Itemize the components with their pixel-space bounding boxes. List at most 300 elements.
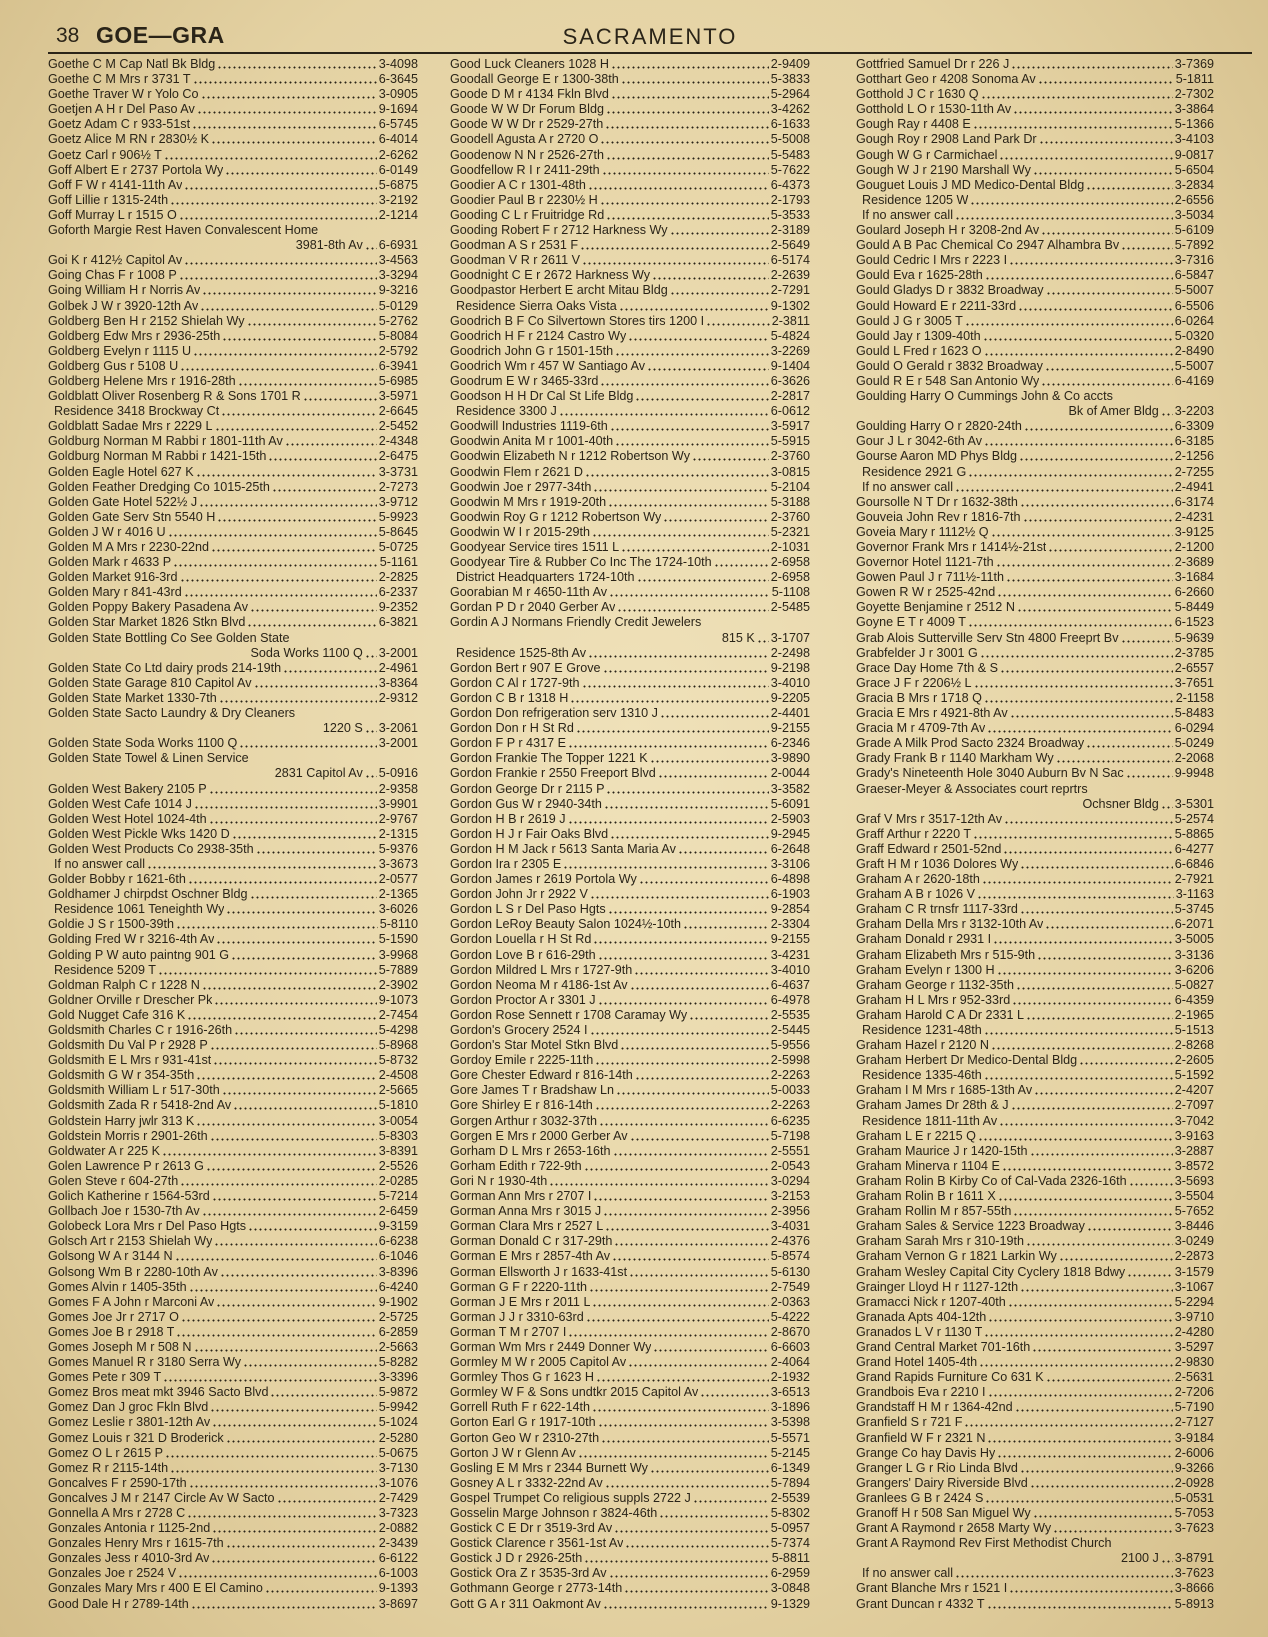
listing-name: Soda Works 1100 Q: [250, 645, 363, 660]
listing-phone: 3-8364: [378, 675, 418, 690]
listing-name: Goyne E T r 4009 T: [856, 615, 966, 630]
listing-phone: 3-8791: [1174, 1551, 1214, 1566]
listing-phone: 2-0928: [1174, 1475, 1214, 1490]
listing-name: Goorabian M r 4650-11th Av: [450, 585, 608, 600]
listing-name: Gorman J J r 3310-63rd: [450, 1309, 584, 1324]
listing-phone: 2-1200: [1174, 540, 1214, 554]
listing-phone: 5-7190: [1174, 1400, 1214, 1415]
listing-name: Golden Mark r 4633 P: [48, 555, 172, 570]
listing-phone: 2-2605: [1174, 1053, 1214, 1068]
listing-entry: [450, 268, 810, 283]
listing-phone: 3-2834: [1174, 177, 1214, 192]
dot-leader: [604, 797, 769, 812]
listing-name: Golbek J W r 3920-12th Av: [48, 298, 199, 313]
dot-leader: [365, 646, 377, 661]
listing-phone: 2-7255: [1174, 464, 1214, 479]
dot-leader: [187, 1008, 377, 1023]
listing-entry: [48, 1506, 418, 1521]
listing-entry: [450, 1023, 810, 1038]
listing-entry: [48, 344, 418, 359]
listing-phone: 5-7894: [770, 1475, 810, 1490]
listing-entry: [450, 480, 810, 495]
listing-entry: [48, 434, 418, 449]
dot-leader: [1013, 102, 1173, 117]
listing-entry: [450, 1431, 810, 1446]
dot-leader: [1019, 449, 1173, 464]
listing-phone: 2-1793: [770, 192, 810, 207]
listing-phone: 5-0249: [1174, 736, 1214, 751]
listing-entry: [48, 691, 418, 706]
listing-entry: [48, 902, 418, 917]
listing-phone: 5-0033: [770, 1083, 810, 1098]
listing-name: Goodman V R r 2611 V: [450, 253, 580, 268]
listing-entry: [48, 1174, 418, 1189]
listing-phone: 5-9376: [378, 841, 418, 856]
listing-name: Graham Della Mrs r 3132-10th Av: [856, 917, 1044, 932]
dot-leader: [209, 812, 377, 827]
listing-entry: [450, 1234, 810, 1249]
dot-leader: [606, 148, 769, 163]
listing-entry: [856, 1174, 1214, 1189]
listing-entry: [450, 193, 810, 208]
listing-entry: [450, 132, 810, 147]
listing-phone: 2-0882: [378, 1521, 418, 1536]
dot-leader: [212, 1521, 377, 1536]
listing-name: Gordon H M Jack r 5613 Santa Maria Av: [450, 841, 676, 856]
dot-leader: [197, 102, 377, 117]
listing-entry: [450, 782, 810, 797]
page-number: 38: [56, 24, 80, 47]
listing-entry: [450, 827, 810, 842]
listing-name: If no answer call: [862, 479, 953, 494]
listing-phone: 6-0612: [770, 404, 810, 419]
listing-phone: 3-0054: [378, 1113, 418, 1128]
listing-entry: [856, 600, 1214, 615]
listing-phone: 6-4169: [1174, 373, 1214, 388]
listing-entry: [48, 1340, 418, 1355]
listing-name: Golden West Products Co 2938-35th: [48, 841, 254, 856]
listing-entry: [48, 540, 418, 555]
listing-entry: [450, 1174, 810, 1189]
listing-phone: 3-2153: [770, 1189, 810, 1204]
listing-phone: 3-1707: [770, 630, 810, 645]
listing-name: Goldberg Gus r 5108 U: [48, 358, 179, 373]
dot-leader: [365, 766, 377, 781]
dot-leader: [609, 585, 770, 600]
dot-leader: [637, 570, 769, 585]
listing-entry: [48, 1008, 418, 1023]
listing-name: Gough W J r 2190 Marshall Wy: [856, 162, 1031, 177]
listing-name: Gould J G r 3005 T: [856, 313, 963, 328]
listing-entry: [856, 706, 1214, 721]
listing-phone: 5-8968: [378, 1038, 418, 1053]
listing-phone: 9-2198: [770, 660, 810, 675]
listing-name: Gottfried Samuel Dr r 226 J: [856, 57, 1010, 71]
listing-entry: [450, 887, 810, 902]
listing-phone: 2-9830: [1174, 1355, 1214, 1370]
listing-name: Goldberg Helene Mrs r 1916-28th: [48, 373, 236, 388]
listing-name: Grainger Lloyd H r 1127-12th: [856, 1279, 1019, 1294]
dot-leader: [582, 676, 769, 691]
listing-name: Gosselin Marge Johnson r 3824-46th: [450, 1506, 658, 1520]
dot-leader: [1034, 1083, 1173, 1098]
listing-entry: [450, 163, 810, 178]
dot-leader: [670, 223, 769, 238]
listing-name: If no answer call: [54, 856, 145, 871]
listing-phone: 5-5483: [770, 147, 810, 162]
listing-entry: [450, 1189, 810, 1204]
listing-phone: 3-1076: [378, 1475, 418, 1490]
dot-leader: [634, 963, 769, 978]
listing-phone: 5-7622: [770, 162, 810, 177]
dot-leader: [1079, 1053, 1173, 1068]
dot-leader: [1023, 510, 1173, 525]
listing-phone: 5-6875: [378, 177, 418, 192]
listing-phone: 5-9872: [378, 1385, 418, 1400]
dot-leader: [1026, 1234, 1173, 1249]
dot-leader: [238, 374, 377, 389]
listing-entry: [450, 917, 810, 932]
dot-leader: [1048, 540, 1172, 555]
listing-entry: [450, 465, 810, 480]
listing-entry: [450, 857, 810, 872]
listing-name: Goldhamer J chirpdst Oschner Bldg: [48, 887, 248, 902]
name-range: GOE—GRA: [96, 22, 225, 48]
dot-leader: [210, 1038, 377, 1053]
listing-phone: 9-1404: [770, 358, 810, 373]
listing-phone: 9-3266: [1174, 1460, 1214, 1475]
dot-leader: [184, 178, 376, 193]
listing-phone: 2-5445: [770, 1023, 810, 1037]
listing-name: Goldsmith Du Val P r 2928 P: [48, 1038, 208, 1053]
dot-leader: [650, 751, 769, 766]
listing-entry: [48, 646, 418, 661]
listing-name: Graft H M r 1036 Dolores Wy: [856, 856, 1019, 871]
listing-name: Gould Gladys D r 3832 Broadway: [856, 283, 1044, 298]
dot-leader: [1020, 1280, 1173, 1295]
listing-name: Goodnight C E r 2672 Harkness Wy: [450, 268, 651, 283]
listing-phone: 3-4103: [1174, 132, 1214, 147]
dot-leader: [176, 917, 378, 932]
listing-name: Gould Jay r 1309-40th: [856, 328, 981, 343]
listing-phone: 2-6958: [770, 570, 810, 585]
dot-leader: [199, 495, 377, 510]
listing-entry: [450, 842, 810, 857]
listing-name: Goldburg Norman M Rabbi r 1801-11th Av: [48, 434, 283, 449]
listing-name: Residence 3418 Brockway Ct: [54, 404, 220, 419]
dot-leader: [601, 1431, 769, 1446]
listing-phone: 9-2155: [770, 721, 810, 736]
listing-phone: 5-9639: [1174, 630, 1214, 645]
listing-entry: [856, 721, 1214, 736]
listing-name: Gomez R r 2115-14th: [48, 1460, 169, 1475]
listing-phone: 3-9125: [1174, 524, 1214, 539]
listing-name: Graham Donald r 2931 I: [856, 932, 992, 947]
listing-entry: [856, 1053, 1214, 1068]
listing-phone: 5-3188: [770, 494, 810, 509]
listing-name: Gorman Anna Mrs r 3015 J: [450, 1204, 602, 1219]
listing-phone: 2-4941: [1174, 479, 1214, 494]
listing-entry: [856, 72, 1214, 87]
listing-name: Goff Albert E r 2737 Portola Wy: [48, 162, 224, 177]
dot-leader: [559, 404, 769, 419]
listing-entry: [450, 706, 810, 721]
listing-entry: [48, 404, 418, 419]
listing-entry: [450, 434, 810, 449]
listing-entry: [48, 495, 418, 510]
listing-phone: 2-8268: [1174, 1038, 1214, 1053]
listing-phone: 3-5693: [1174, 1173, 1214, 1188]
dot-leader: [621, 72, 769, 87]
dot-leader: [1041, 223, 1173, 238]
listing-phone: 2-3785: [1174, 645, 1214, 660]
listing-name: Golich Katherine r 1564-53rd: [48, 1189, 210, 1204]
dot-leader: [202, 283, 376, 298]
listing-name: Gorman Ann Mrs r 2707 I: [450, 1189, 592, 1204]
listing-name: Golsong Wm B r 2280-10th Av: [48, 1264, 218, 1279]
listing-phone: 5-0957: [770, 1521, 810, 1536]
listing-entry: [856, 102, 1214, 117]
listing-entry: [48, 917, 418, 932]
listing-entry: [450, 253, 810, 268]
dot-leader: [598, 993, 769, 1008]
listing-phone: 5-6130: [770, 1264, 810, 1279]
listing-name: Golden West Bakery 2105 P: [48, 781, 207, 796]
listing-phone: 6-3821: [378, 615, 418, 630]
listing-phone: 2-5539: [770, 1490, 810, 1505]
dot-leader: [635, 389, 768, 404]
listing-name: Residence 3300 J: [456, 404, 557, 419]
listing-entry: [450, 766, 810, 781]
listing-phone: 3-8697: [378, 1596, 418, 1611]
dot-leader: [1004, 812, 1173, 827]
listing-name: Gordon H B r 2619 J: [450, 811, 566, 826]
listing-phone: 5-7053: [1174, 1506, 1214, 1520]
dot-leader: [617, 600, 768, 615]
dot-leader: [616, 1083, 769, 1098]
listing-phone: 2-7302: [1174, 87, 1214, 102]
dot-leader: [987, 721, 1173, 736]
listing-name: 1220 S: [322, 721, 363, 736]
dot-leader: [1026, 1008, 1173, 1023]
listing-phone: 6-1523: [1174, 615, 1214, 630]
listing-phone: 6-1003: [378, 1566, 418, 1581]
dot-leader: [194, 797, 377, 812]
listing-entry: [856, 480, 1214, 495]
dot-leader: [1059, 1249, 1173, 1264]
listing-phone: 3-7623: [1174, 1521, 1214, 1536]
dot-leader: [254, 676, 377, 691]
listing-entry: [856, 902, 1214, 917]
listing-name: Golden Poppy Bakery Pasadena Av: [48, 600, 249, 615]
listing-name: Golden Eagle Hotel 627 K: [48, 464, 194, 479]
listing-phone: 3-3673: [378, 856, 418, 871]
listing-phone: 2-7454: [378, 1007, 418, 1022]
listing-entry: [48, 812, 418, 827]
listing-name: Gordan P D r 2040 Gerber Av: [450, 600, 616, 615]
dot-leader: [592, 1400, 769, 1415]
listing-phone: 5-5571: [770, 1430, 810, 1445]
listing-phone: 5-6091: [770, 796, 810, 811]
listing-entry: [856, 1581, 1214, 1596]
listing-entry: [48, 1536, 418, 1551]
listing-entry: [450, 1340, 810, 1355]
listing-phone: 3-1684: [1174, 570, 1214, 585]
dot-leader: [202, 1204, 377, 1219]
listing-phone: 5-0531: [1174, 1490, 1214, 1505]
listing-name: Grace Day Home 7th & S: [856, 660, 999, 675]
dot-leader: [1030, 1144, 1173, 1159]
listing-entry: [48, 1144, 418, 1159]
listing-phone: 6-2648: [770, 841, 810, 856]
dot-leader: [977, 887, 1174, 902]
listing-name: Golen Steve r 604-27th: [48, 1173, 179, 1188]
dot-leader: [181, 1310, 377, 1325]
listing-name: Goldie J S r 1500-39th: [48, 917, 175, 932]
listing-phone: 2-3956: [770, 1204, 810, 1219]
listing-phone: 6-3309: [1174, 419, 1214, 434]
listing-entry: [856, 374, 1214, 389]
listing-phone: 6-5506: [1174, 298, 1214, 313]
dot-leader: [219, 691, 377, 706]
dot-leader: [998, 1189, 1173, 1204]
listing-entry: [48, 1597, 418, 1612]
listing-phone: 2-3811: [771, 313, 810, 328]
listing-name: Gordoy Emile r 2225-11th: [450, 1053, 594, 1068]
listing-name: Gonnella A Mrs r 2728 C: [48, 1506, 186, 1520]
listing-entry: [450, 676, 810, 691]
dot-leader: [179, 208, 377, 223]
listing-phone: 3-8446: [1174, 1219, 1214, 1234]
listing-phone: 2-2825: [378, 570, 418, 585]
listing-entry: [450, 1551, 810, 1566]
listing-entry: [48, 117, 418, 132]
listing-entry: [856, 208, 1214, 223]
listing-name: Gordon's Grocery 2524 I: [450, 1023, 588, 1037]
dot-leader: [605, 1219, 769, 1234]
listing-name: Goldman Ralph C r 1228 N: [48, 977, 200, 992]
dot-leader: [624, 1581, 769, 1596]
dot-leader: [973, 117, 1173, 132]
dot-leader: [620, 1038, 768, 1053]
listing-entry: [48, 948, 418, 963]
listing-phone: 5-6985: [378, 373, 418, 388]
listing-name: Gonzales Jess r 4010-3rd Av: [48, 1551, 210, 1566]
listing-phone: 3-3106: [770, 856, 810, 871]
listing-entry: [856, 419, 1214, 434]
listing-phone: 5-7214: [378, 1189, 418, 1204]
listing-name: Gordon L S r Del Paso Hgts: [450, 902, 606, 917]
dot-leader: [613, 1144, 769, 1159]
listing-entry: [856, 163, 1214, 178]
listing-name: Goodwin Joe r 2977-34th: [450, 479, 592, 494]
dot-leader: [621, 540, 769, 555]
dot-leader: [658, 766, 769, 781]
listing-entry: [450, 540, 810, 555]
listing-entry: [450, 1295, 810, 1310]
listing-phone: 5-1513: [1174, 1023, 1214, 1037]
dot-leader: [1032, 1340, 1172, 1355]
dot-leader: [147, 857, 377, 872]
dot-leader: [232, 827, 377, 842]
dot-leader: [233, 1098, 377, 1113]
dot-leader: [243, 1355, 377, 1370]
listing-entry: [48, 615, 418, 630]
listing-name: Grandstaff H M r 1364-42nd: [856, 1400, 1013, 1415]
listing-name: Gonzales Mary Mrs r 400 E El Camino: [48, 1581, 263, 1596]
dot-leader: [1015, 1400, 1173, 1415]
listing-entry: [48, 827, 418, 842]
listing-phone: 5-2321: [770, 524, 810, 539]
listing-name: Graham Sarah Mrs r 310-19th: [856, 1234, 1024, 1249]
dot-leader: [250, 600, 377, 615]
listing-phone: 9-2352: [378, 600, 418, 615]
dot-leader: [997, 1446, 1172, 1461]
listing-phone: 3-3731: [378, 464, 418, 479]
listing-entry: [48, 178, 418, 193]
dot-leader: [598, 948, 769, 963]
listing-entry: [450, 283, 810, 298]
dot-leader: [209, 782, 377, 797]
listing-phone: 2-1365: [378, 887, 418, 902]
listing-entry: [856, 253, 1214, 268]
listing-name: Residence 1335-46th: [862, 1068, 982, 1083]
listing-name: Gomez Bros meat mkt 3946 Sacto Blvd: [48, 1385, 269, 1400]
dot-leader: [1020, 857, 1173, 872]
dot-leader: [610, 827, 769, 842]
listing-entry: [856, 1536, 1214, 1551]
listing-name: Gonzales Joe r 2524 V: [48, 1566, 177, 1581]
dot-leader: [225, 163, 376, 178]
dot-leader: [265, 1581, 377, 1596]
listing-entry: [856, 948, 1214, 963]
listing-entry: [856, 827, 1214, 842]
listing-entry: [48, 1491, 418, 1506]
listing-entry: [48, 299, 418, 314]
listing-entry: [48, 1068, 418, 1083]
listing-entry: [48, 102, 418, 117]
dot-leader: [706, 314, 770, 329]
listing-name: Golding P W auto paintng 901 G: [48, 947, 230, 962]
dot-leader: [1016, 978, 1173, 993]
listing-name: Gordon John Jr r 2922 V: [450, 887, 588, 902]
dot-leader: [191, 1597, 377, 1612]
dot-leader: [614, 1521, 769, 1536]
dot-leader: [563, 857, 768, 872]
listing-entry: [856, 676, 1214, 691]
listing-phone: 6-6846: [1174, 856, 1214, 871]
dot-leader: [584, 1159, 769, 1174]
dot-leader: [214, 1234, 376, 1249]
listing-name: Grange Co hay Davis Hy: [856, 1445, 996, 1460]
dot-leader: [216, 1295, 376, 1310]
dot-leader: [996, 555, 1173, 570]
listing-phone: 5-2574: [1174, 811, 1214, 826]
listing-name: Goursolle N T Dr r 1632-38th: [856, 494, 1018, 509]
dot-leader: [247, 314, 377, 329]
listing-name: Graham Wesley Capital City Cyclery 1818 Bdwy: [856, 1264, 1126, 1279]
listing-entry: [856, 283, 1214, 298]
listing-name: Graham Rolin B Kirby Co of Cal-Vada 2326-16th: [856, 1173, 1127, 1188]
dot-leader: [365, 238, 377, 253]
dot-leader: [614, 1234, 768, 1249]
listing-entry: [450, 1506, 810, 1521]
listing-phone: 6-2337: [378, 585, 418, 600]
listing-entry: [856, 751, 1214, 766]
listing-phone: 5-7374: [770, 1536, 810, 1551]
listing-phone: 5-8645: [378, 524, 418, 539]
listing-phone: 3-3864: [1174, 102, 1214, 117]
